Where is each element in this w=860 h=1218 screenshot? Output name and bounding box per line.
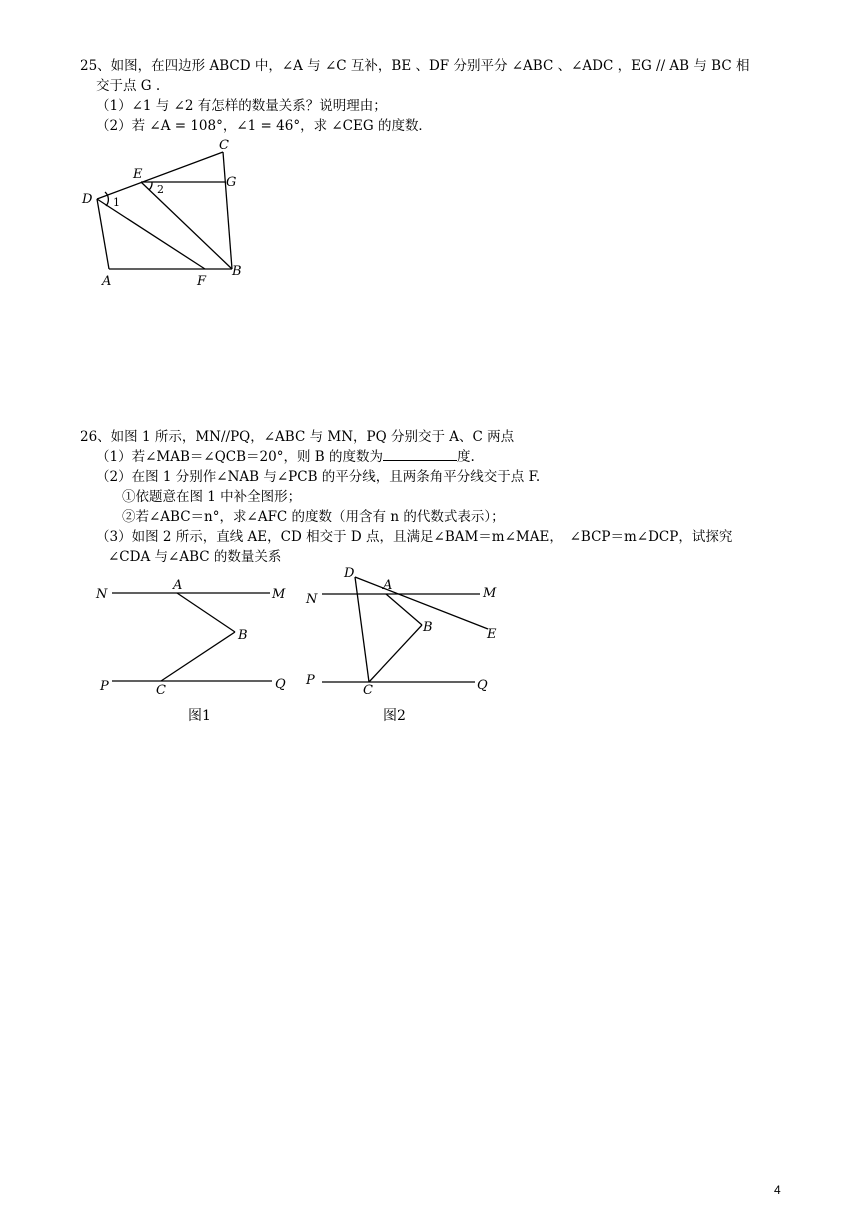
page-number: 4 bbox=[774, 1183, 781, 1197]
label-M: M bbox=[483, 586, 497, 601]
q26-part1 bbox=[96, 448, 475, 466]
label-A: A bbox=[383, 578, 393, 593]
label-Q: Q bbox=[275, 677, 286, 692]
label-G: G bbox=[226, 175, 237, 190]
segment-DF bbox=[97, 199, 205, 269]
q25-part1: （1）∠1 与 ∠2 有怎样的数量关系？说明理由； bbox=[96, 98, 387, 114]
label-B: B bbox=[232, 264, 242, 279]
label-E: E bbox=[487, 627, 497, 642]
label-B: B bbox=[238, 628, 248, 643]
label-P: P bbox=[100, 679, 109, 694]
label-M: M bbox=[272, 587, 286, 602]
label-F: F bbox=[197, 274, 207, 289]
q25-stem-line1: 25、如图，在四边形 ABCD 中，∠A 与 ∠C 互补，BE 、DF 分别平分 ∠ABC 、∠ADC ，EG // AB 与 BC 相 bbox=[80, 58, 750, 74]
q26-figure1 bbox=[90, 570, 300, 730]
label-A: A bbox=[173, 578, 183, 593]
segment-DA bbox=[97, 199, 109, 269]
label-Q: Q bbox=[477, 678, 488, 693]
q26-part3-line2: ∠CDA 与∠ABC 的数量关系 bbox=[108, 549, 282, 565]
q25-stem-line2: 交于点 G . bbox=[96, 78, 161, 94]
segment-AB bbox=[177, 593, 235, 632]
label-two: 2 bbox=[157, 183, 164, 196]
q25-figure bbox=[75, 130, 265, 290]
line-DE bbox=[355, 577, 488, 629]
label-C: C bbox=[156, 683, 166, 698]
q26-part2: （2）在图 1 分别作∠NAB 与∠PCB 的平分线，且两条角平分线交于点 F. bbox=[96, 469, 541, 485]
q26-part3-line1: （3）如图 2 所示，直线 AE，CD 相交于 D 点，且满足∠BAM＝m∠MAE， ∠BCP＝m∠DCP，试探究 bbox=[96, 529, 733, 545]
q26-stem: 26、如图 1 所示，MN//PQ，∠ABC 与 MN，PQ 分别交于 A、C 两点 bbox=[80, 429, 515, 445]
label-A: A bbox=[102, 274, 112, 289]
q26-part2-b: ②若∠ABC＝n°，求∠AFC 的度数（用含有 n 的代数式表示）； bbox=[122, 509, 505, 525]
label-C: C bbox=[363, 683, 373, 698]
label-E: E bbox=[133, 167, 143, 182]
angle2-arc bbox=[149, 182, 152, 190]
segment-BC bbox=[223, 152, 232, 269]
q26-part1-text: （1）若∠MAB＝∠QCB＝20°，则 B 的度数为 bbox=[96, 449, 383, 465]
label-N: N bbox=[306, 592, 318, 607]
q26-part2-a: ①依题意在图 1 中补全图形； bbox=[122, 489, 302, 505]
label-N: N bbox=[96, 587, 108, 602]
segment-BC bbox=[369, 625, 422, 682]
segment-AB bbox=[386, 594, 422, 625]
q26-figure2 bbox=[300, 562, 510, 730]
label-D: D bbox=[82, 192, 93, 207]
label-P: P bbox=[306, 673, 315, 688]
q26-part1-suffix: 度. bbox=[456, 449, 475, 465]
q25-part2: （2）若 ∠A = 108°，∠1 = 46°，求 ∠CEG 的度数． bbox=[96, 118, 432, 134]
answer-blank bbox=[383, 448, 457, 461]
segment-BC bbox=[161, 632, 235, 681]
label-D: D bbox=[344, 566, 355, 581]
figure1-caption: 图1 bbox=[188, 708, 211, 724]
segment-DC bbox=[355, 577, 369, 682]
segment-EB bbox=[141, 182, 232, 269]
label-C: C bbox=[219, 138, 229, 153]
label-one: 1 bbox=[113, 196, 120, 209]
label-B: B bbox=[423, 620, 433, 635]
figure2-caption: 图2 bbox=[383, 708, 406, 724]
